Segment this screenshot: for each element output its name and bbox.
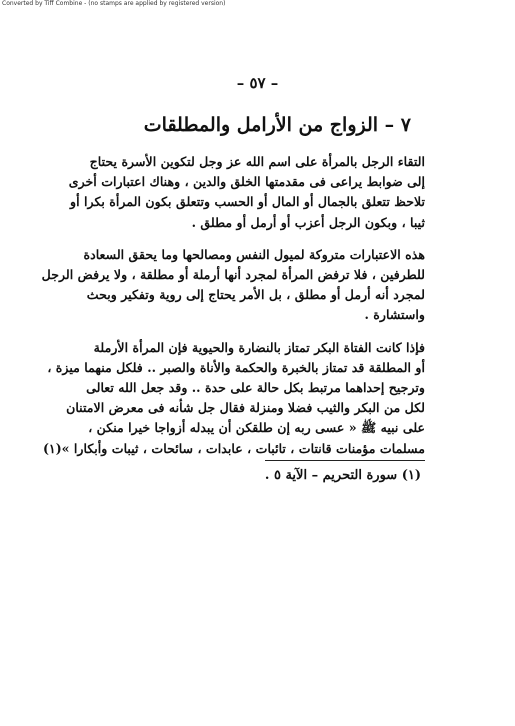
- paragraph-line: لمجرد أنه أرمل أو مطلق ، بل الأمر يحتاج إلى روية وتفكير وبحث: [86, 287, 425, 303]
- chapter-title: ٧ – الزواج من الأرامل والمطلقات: [143, 114, 411, 136]
- paragraph-line: ثيبا ، وبكون الرجل أعزب أو أرمل أو مطلق .: [191, 214, 425, 230]
- paragraph-line: إلى ضوابط يراعى فى مقدمتها الخلق والدين ، وهناك اعتبارات أخرى: [68, 174, 425, 190]
- paragraph-line: واستشارة .: [364, 307, 425, 323]
- paragraph-line: مسلمات مؤمنات قانتات ، تائبات ، عابدات ، سائحات ، ثيبات وأبكارا »(١): [42, 440, 425, 456]
- footnote-divider: [265, 460, 425, 461]
- paragraph-line: على نبيه ﷺ « عسى ربه إن طلقكن أن يبدله أزواجا خيرا منكن ،: [88, 420, 425, 436]
- paragraph-line: تلاحظ تتعلق بالجمال أو المال أو الحسب وتتعلق بكون المرأة بكرا أو: [70, 194, 425, 210]
- paragraph-line: لكل من البكر والثيب فضلا ومنزلة فقال جل شأنه فى معرض الامتنان: [66, 400, 425, 416]
- paragraph-line: التقاء الرجل بالمرأة على اسم الله عز وجل لتكوين الأسرة يحتاج: [89, 154, 425, 169]
- paragraph-3: [42, 338, 425, 459]
- page-number: – ٥٧ –: [236, 74, 279, 92]
- footnote: (١) سورة التحريم – الآية ٥ .: [264, 468, 421, 483]
- paragraph-line: للطرفين ، فلا ترفض المرأة لمجرد أنها أرملة أو مطلقة ، ولا يرفض الرجل: [41, 267, 425, 283]
- paragraph-line: هذه الاعتبارات متروكة لميول النفس ومصالحها وما يحقق السعادة: [83, 246, 425, 262]
- paragraph-line: أو المطلقة قد تمتاز بالخبرة والحكمة والأناة والصبر .. فلكل منهما ميزة ،: [47, 359, 425, 375]
- paragraph-2: [41, 245, 425, 326]
- paragraph-1: [68, 152, 425, 233]
- converter-watermark: Converted by Tiff Combine - (no stamps are applied by registered version): [2, 0, 226, 7]
- paragraph-line: فإذا كانت الفتاة البكر تمتاز بالنضارة والحيوية فإن المرأة الأرملة: [93, 339, 425, 355]
- paragraph-line: وترجيح إحداهما مرتبط بكل حالة على حدة .. وقد جعل الله تعالى: [86, 380, 425, 396]
- body-text: [41, 152, 425, 471]
